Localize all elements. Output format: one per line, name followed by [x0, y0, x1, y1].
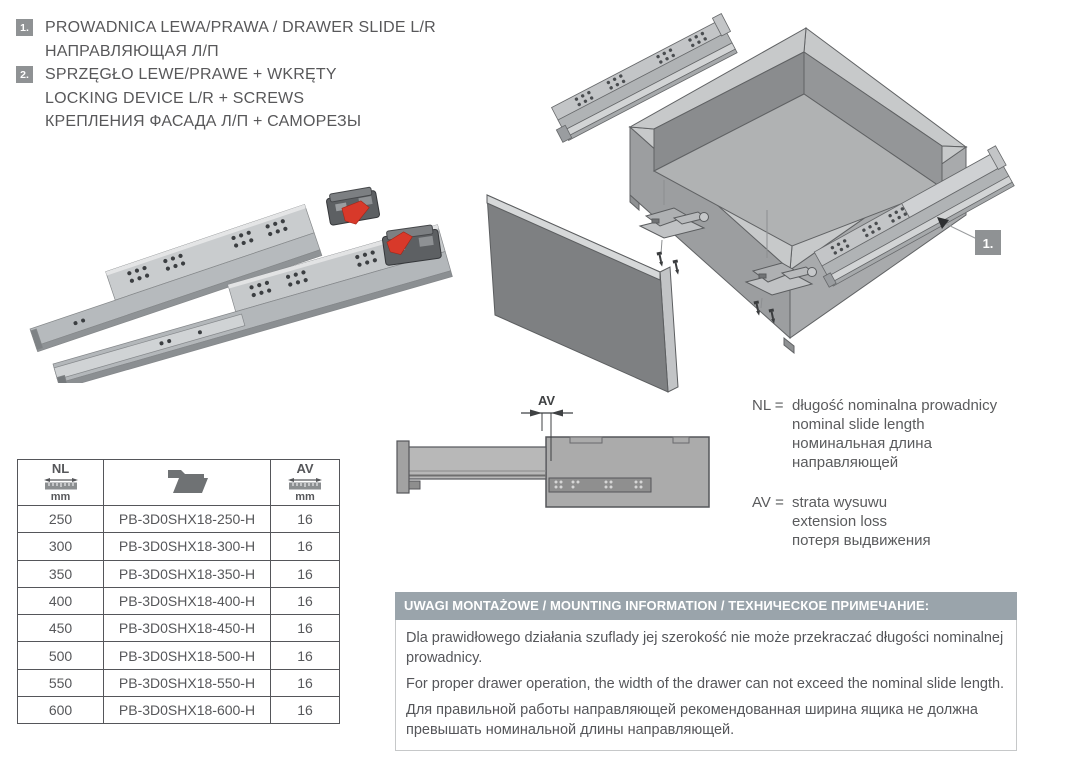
definition-av-line-2: extension loss — [792, 513, 888, 530]
part-number: PB-3D0SHX18-400-H — [104, 587, 271, 614]
ruler-icon — [286, 477, 324, 490]
table-row — [18, 642, 340, 669]
av-value: 16 — [271, 669, 340, 696]
legend — [16, 16, 486, 134]
table-row — [18, 669, 340, 696]
legend-item-1 — [16, 16, 486, 63]
definition-nl-line-3: номинальная длина — [792, 435, 932, 452]
callout-badge-label: 1. — [982, 236, 994, 251]
nl-value: 450 — [18, 615, 104, 642]
folder-icon — [164, 464, 210, 496]
mounting-note-ru: Для правильной работы направляющей рекомендованная ширина ящика не должна превышать номинальной длины направляющей. — [406, 702, 978, 738]
definition-av-term: AV = — [752, 494, 784, 511]
definition-nl-line-1: długość nominalna prowadnicy — [792, 397, 998, 414]
part-number: PB-3D0SHX18-550-H — [104, 669, 271, 696]
column-header-nl — [18, 460, 104, 506]
definition-av-line-3: потеря выдвижения — [792, 532, 931, 549]
part-number: PB-3D0SHX18-300-H — [104, 533, 271, 560]
photo-locking-device-1 — [325, 186, 380, 228]
slides-photo-illustration — [15, 183, 475, 383]
part-number: PB-3D0SHX18-600-H — [104, 697, 271, 724]
size-table — [17, 459, 340, 724]
part-number: PB-3D0SHX18-450-H — [104, 615, 271, 642]
av-value: 16 — [271, 615, 340, 642]
legend-badge-1: 1. — [16, 19, 33, 36]
part-number: PB-3D0SHX18-500-H — [104, 642, 271, 669]
table-row — [18, 560, 340, 587]
av-value: 16 — [271, 506, 340, 533]
av-value: 16 — [271, 587, 340, 614]
definitions — [752, 396, 1032, 550]
nl-value: 350 — [18, 560, 104, 587]
nl-value: 300 — [18, 533, 104, 560]
front-bracket — [397, 441, 409, 493]
table-row — [18, 587, 340, 614]
mounted-rail-strip — [549, 478, 651, 492]
table-row — [18, 615, 340, 642]
table-row — [18, 533, 340, 560]
av-column-label: AV — [296, 461, 314, 476]
definition-nl-term: NL = — [752, 397, 784, 414]
part-number: PB-3D0SHX18-250-H — [104, 506, 271, 533]
callout-1 — [937, 217, 1001, 255]
extended-rail — [397, 441, 546, 493]
legend-badge-2: 2. — [16, 66, 33, 83]
nl-column-unit: mm — [50, 491, 71, 503]
nl-value: 400 — [18, 587, 104, 614]
drawer-body-side — [546, 437, 709, 507]
legend-1-line-1: PROWADNICA LEWA/PRAWA / DRAWER SLIDE L/R — [45, 19, 436, 36]
mounting-information — [395, 592, 1017, 751]
nl-value: 550 — [18, 669, 104, 696]
exploded-drawer-illustration — [478, 8, 1070, 393]
table-row — [18, 697, 340, 724]
column-header-av — [271, 460, 340, 506]
av-column-unit: mm — [295, 491, 315, 503]
nl-column-label: NL — [51, 461, 70, 476]
definition-av — [752, 493, 1032, 550]
av-value: 16 — [271, 642, 340, 669]
mounting-information-body — [395, 620, 1017, 751]
definition-nl-line-4: направляющей — [792, 454, 899, 471]
av-value: 16 — [271, 697, 340, 724]
photo-locking-device-2 — [381, 224, 441, 265]
table-row — [18, 506, 340, 533]
av-dimension-label: AV — [537, 393, 556, 408]
nl-value: 500 — [18, 642, 104, 669]
extension-side-view-diagram — [393, 383, 738, 533]
mounting-note-pl: Dla prawidłowego działania szuflady jej szerokość nie może przekraczać długości nominalnej prowadnicy. — [406, 630, 1004, 666]
definition-nl — [752, 396, 1032, 472]
column-header-part-number — [104, 460, 271, 506]
nl-value: 250 — [18, 506, 104, 533]
table-header-row — [18, 460, 340, 506]
legend-2-line-2: LOCKING DEVICE L/R + SCREWS — [45, 89, 305, 107]
part-number: PB-3D0SHX18-350-H — [104, 560, 271, 587]
legend-1-line-2: НАПРАВЛЯЮЩАЯ Л/П — [45, 42, 219, 60]
legend-2-line-3: КРЕПЛЕНИЯ ФАСАДА Л/П + САМОРЕЗЫ — [45, 113, 362, 130]
mounting-information-title: UWAGI MONTAŻOWE / MOUNTING INFORMATION / ТЕХНИЧЕСКОЕ ПРИМЕЧАНИЕ: — [395, 592, 1017, 620]
definition-av-line-1: strata wysuwu — [792, 494, 888, 511]
definition-nl-line-2: nominal slide length — [792, 416, 925, 433]
av-value: 16 — [271, 560, 340, 587]
legend-2-line-1: SPRZĘGŁO LEWE/PRAWE + WKRĘTY — [45, 66, 337, 83]
ruler-icon — [42, 477, 80, 490]
legend-item-2 — [16, 63, 486, 134]
mounting-note-en: For proper drawer operation, the width of the drawer can not exceed the nominal slide length. — [406, 676, 1005, 692]
av-value: 16 — [271, 533, 340, 560]
nl-value: 600 — [18, 697, 104, 724]
